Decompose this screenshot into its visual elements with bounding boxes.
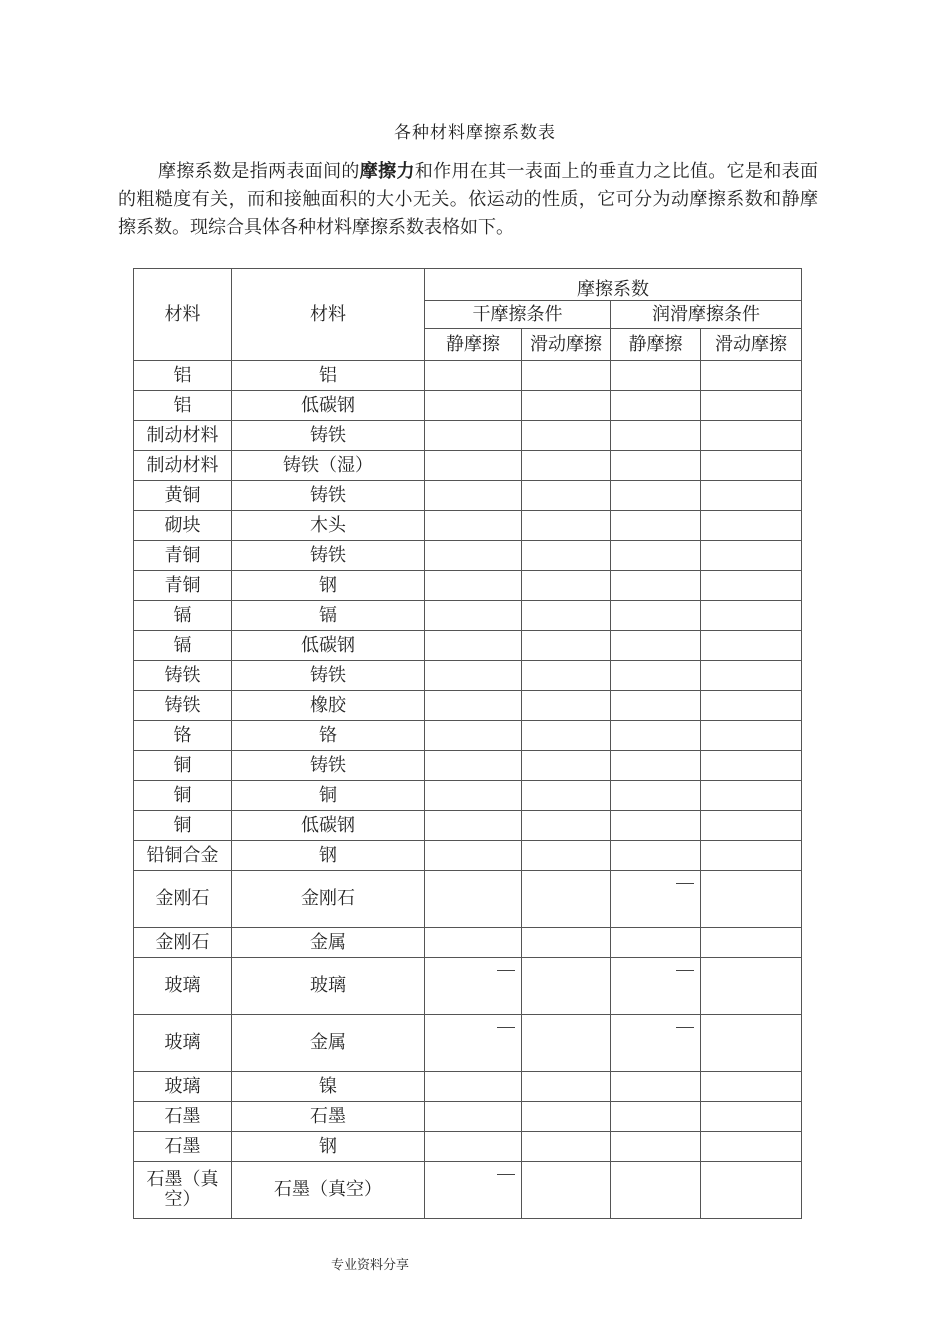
material-a: 石墨 <box>134 1102 232 1132</box>
material-b: 铸铁（湿） <box>232 451 425 481</box>
material-b: 铬 <box>232 721 425 751</box>
intro-bold-term: 摩擦力 <box>359 161 415 182</box>
material-b: 钢 <box>232 571 425 601</box>
table-row <box>134 721 802 751</box>
intro-text-2: 和作用在其一表面上的垂直力之比值。它是和表面的粗糙度有关，而和接触面积的大小无关。依运动的性质，它可分为动摩擦系数和静摩擦系数。现综合具体各种材料摩擦系数表格如下。 <box>118 161 819 238</box>
material-b: 镍 <box>232 1072 425 1102</box>
material-b: 铸铁 <box>232 421 425 451</box>
table-row <box>134 691 802 721</box>
material-a: 黄铜 <box>134 481 232 511</box>
table-row <box>134 661 802 691</box>
material-a: 铸铁 <box>134 661 232 691</box>
dash-mark <box>676 970 694 971</box>
material-a: 玻璃 <box>134 1072 232 1102</box>
header-lubricated-condition: 润滑摩擦条件 <box>611 301 802 329</box>
material-b: 橡胶 <box>232 691 425 721</box>
material-b: 铸铁 <box>232 751 425 781</box>
table-row <box>134 451 802 481</box>
dash-mark <box>497 970 515 971</box>
dash-mark <box>497 1027 515 1028</box>
material-a: 玻璃 <box>134 958 232 1015</box>
table-row <box>134 1015 802 1072</box>
material-a: 金刚石 <box>134 871 232 928</box>
material-b: 石墨（真空） <box>232 1162 425 1219</box>
material-b: 低碳钢 <box>232 811 425 841</box>
table-row <box>134 751 802 781</box>
table-row <box>134 1162 802 1219</box>
material-a: 镉 <box>134 601 232 631</box>
material-b: 铝 <box>232 361 425 391</box>
material-b: 玻璃 <box>232 958 425 1015</box>
material-b: 钢 <box>232 1132 425 1162</box>
table-row <box>134 391 802 421</box>
material-b: 石墨 <box>232 1102 425 1132</box>
material-b: 金属 <box>232 928 425 958</box>
table-row <box>134 421 802 451</box>
footer-note: 专业资料分享 <box>331 1258 410 1273</box>
material-a: 金刚石 <box>134 928 232 958</box>
material-a: 铸铁 <box>134 691 232 721</box>
table-row <box>134 928 802 958</box>
table-row <box>134 958 802 1015</box>
header-sliding-lube: 滑动摩擦 <box>701 329 802 361</box>
material-b: 低碳钢 <box>232 391 425 421</box>
header-friction-coefficient: 摩擦系数 <box>425 269 802 301</box>
header-static-dry: 静摩擦 <box>425 329 522 361</box>
material-a: 铜 <box>134 751 232 781</box>
friction-table <box>133 268 802 1219</box>
table-row <box>134 1132 802 1162</box>
table-row <box>134 1102 802 1132</box>
material-b: 低碳钢 <box>232 631 425 661</box>
table-row <box>134 871 802 928</box>
material-b: 铸铁 <box>232 541 425 571</box>
material-a: 青铜 <box>134 571 232 601</box>
header-dry-condition: 干摩擦条件 <box>425 301 611 329</box>
intro-paragraph <box>118 158 818 242</box>
header-material-2: 材料 <box>232 269 425 361</box>
material-b: 金刚石 <box>232 871 425 928</box>
material-a: 铬 <box>134 721 232 751</box>
material-b: 金属 <box>232 1015 425 1072</box>
material-a: 镉 <box>134 631 232 661</box>
table-row <box>134 571 802 601</box>
dash-mark <box>676 1027 694 1028</box>
material-a: 铅铜合金 <box>134 841 232 871</box>
table-row <box>134 601 802 631</box>
material-a: 砌块 <box>134 511 232 541</box>
table-row <box>134 631 802 661</box>
material-a: 铜 <box>134 811 232 841</box>
table-row <box>134 541 802 571</box>
header-static-lube: 静摩擦 <box>611 329 701 361</box>
material-b: 镉 <box>232 601 425 631</box>
material-a: 铜 <box>134 781 232 811</box>
material-b: 铸铁 <box>232 481 425 511</box>
material-a: 石墨 <box>134 1132 232 1162</box>
material-a: 石墨（真空） <box>134 1162 232 1219</box>
table-row <box>134 841 802 871</box>
material-a: 玻璃 <box>134 1015 232 1072</box>
material-a: 青铜 <box>134 541 232 571</box>
intro-text-1: 摩擦系数是指两表面间的 <box>158 161 360 182</box>
material-a: 制动材料 <box>134 421 232 451</box>
table-row <box>134 1072 802 1102</box>
dash-mark <box>497 1174 515 1175</box>
page-title: 各种材料摩擦系数表 <box>394 123 556 143</box>
dash-mark <box>676 883 694 884</box>
header-material-1: 材料 <box>134 269 232 361</box>
table-row <box>134 811 802 841</box>
material-a: 铝 <box>134 361 232 391</box>
header-sliding-dry: 滑动摩擦 <box>522 329 611 361</box>
table-row <box>134 361 802 391</box>
material-b: 木头 <box>232 511 425 541</box>
table-row <box>134 511 802 541</box>
table-row <box>134 481 802 511</box>
material-a: 铝 <box>134 391 232 421</box>
material-b: 钢 <box>232 841 425 871</box>
material-b: 铸铁 <box>232 661 425 691</box>
material-b: 铜 <box>232 781 425 811</box>
table-row <box>134 781 802 811</box>
material-a: 制动材料 <box>134 451 232 481</box>
